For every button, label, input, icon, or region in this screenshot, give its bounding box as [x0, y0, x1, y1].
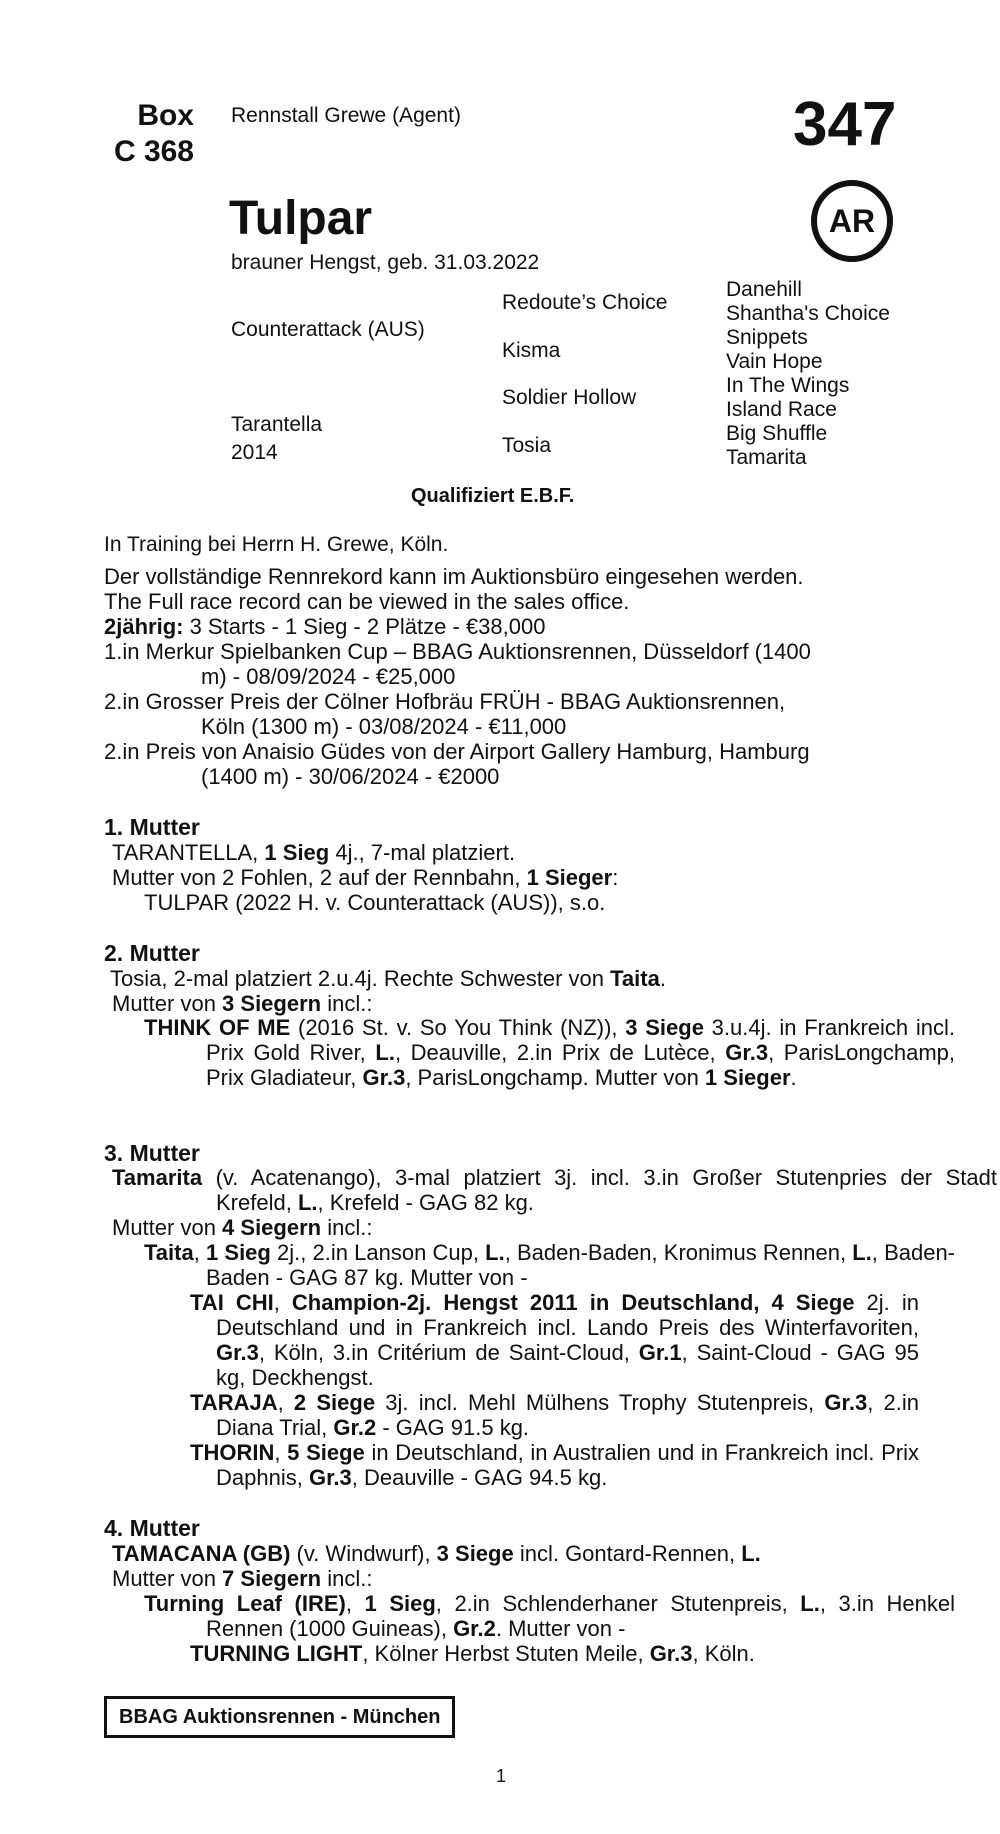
- box-label: [80, 98, 194, 170]
- dam1-line-1: [112, 840, 515, 865]
- dam3-thorin-entry: [190, 1440, 919, 1490]
- race-entry-line: m) - 08/09/2024 - €25,000: [201, 664, 456, 689]
- grade: L.: [485, 1240, 505, 1265]
- text: Mutter von: [112, 1566, 223, 1591]
- pedigree-grandparent: Soldier Hollow: [502, 386, 637, 409]
- produce-name: TURNING LIGHT: [190, 1641, 363, 1666]
- qualification: Qualifiziert E.B.F.: [411, 485, 575, 507]
- text: , Deauville - GAG 94.5 kg.: [351, 1465, 608, 1490]
- pedigree-ggp: Snippets: [726, 326, 808, 349]
- grade: Gr.3: [362, 1065, 406, 1090]
- text: .: [790, 1065, 797, 1090]
- horse-name: Tulpar: [229, 192, 373, 245]
- dam1-heading: 1. Mutter: [104, 814, 200, 840]
- race-entry: [104, 689, 914, 739]
- dam-name: TAMACANA (GB): [112, 1541, 291, 1566]
- text: ,: [273, 1290, 292, 1315]
- text: - GAG 91.5 kg.: [376, 1415, 530, 1440]
- text: , Kölner Herbst Stuten Meile,: [362, 1641, 650, 1666]
- text: incl.:: [321, 991, 373, 1016]
- wins: 3 Siege: [625, 1015, 704, 1040]
- dam3-heading: 3. Mutter: [104, 1140, 200, 1166]
- text: , 3.in Henkel Rennen (1000 Guineas),: [206, 1591, 955, 1641]
- text: , 2.in Diana Trial,: [216, 1390, 919, 1440]
- text: , Saint-Cloud - GAG 95 kg, Deckhengst.: [216, 1340, 919, 1390]
- dam3-taita-entry: [144, 1240, 955, 1290]
- grade: Gr.3: [649, 1641, 693, 1666]
- dam2-produce-entry: [144, 1015, 955, 1090]
- produce-name: Turning Leaf (IRE): [144, 1591, 346, 1616]
- dam2-line-1: [110, 966, 666, 991]
- grade: L.: [800, 1591, 820, 1616]
- training-note: In Training bei Herrn H. Grewe, Köln.: [104, 533, 449, 556]
- text: , Baden-Baden, Kronimus Rennen,: [504, 1240, 853, 1265]
- pedigree-ggp: Big Shuffle: [726, 422, 828, 445]
- winners: 3 Siegern: [222, 991, 322, 1016]
- text: , Köln, 3.in Critérium de Saint-Cloud,: [258, 1340, 639, 1365]
- achievement: Champion-2j. Hengst 2011 in Deutschland, 4 Siege: [291, 1290, 855, 1315]
- race-entry: [104, 639, 914, 689]
- winners: 4 Siegern: [222, 1215, 322, 1240]
- dam1-line-3: TULPAR (2022 H. v. Counterattack (AUS)), s.o.: [144, 890, 606, 915]
- pedigree-dam-year: 2014: [231, 441, 278, 464]
- race-entry-line: Köln (1300 m) - 03/08/2024 - €11,000: [201, 714, 567, 739]
- text: in Deutschland, in Australien und in Frankreich incl. Prix Daphnis,: [216, 1440, 919, 1490]
- produce-name: Taita: [144, 1240, 194, 1265]
- text: incl. Gontard-Rennen,: [513, 1541, 742, 1566]
- record-summary: [104, 614, 914, 639]
- dam4-line-1: [112, 1541, 761, 1566]
- dam-name: Tamarita: [112, 1165, 203, 1190]
- grade: Gr.1: [638, 1340, 682, 1365]
- text: , ParisLongchamp, Prix Gladiateur,: [206, 1040, 955, 1090]
- dam4-turningleaf-entry: [144, 1591, 955, 1641]
- text: incl.:: [321, 1215, 373, 1240]
- text: , 2.in Schlenderhaner Stutenpreis,: [435, 1591, 801, 1616]
- record-note-en: The Full race record can be viewed in the sales office.: [104, 589, 630, 614]
- text: , Köln.: [692, 1641, 755, 1666]
- record-summary-label: 2jährig:: [104, 614, 184, 639]
- text: . Mutter von -: [495, 1616, 626, 1641]
- text: , Krefeld - GAG 82 kg.: [317, 1190, 534, 1215]
- box-line-1: Box: [137, 99, 194, 132]
- record-summary-text: 3 Starts - 1 Sieg - 2 Plätze - €38,000: [183, 614, 546, 639]
- pedigree-ggp: Danehill: [726, 278, 802, 301]
- pedigree-grandparent: Redoute’s Choice: [502, 291, 668, 314]
- box-line-2: C 368: [113, 135, 194, 168]
- text: (v. Acatenango), 3-mal platziert 3j. incl. 3.in Großer Stutenpries der Stadt Krefeld,: [202, 1165, 997, 1215]
- page-number: 1: [496, 1766, 507, 1786]
- wins: 3 Siege: [436, 1541, 514, 1566]
- produce-name: TAI CHI: [190, 1290, 274, 1315]
- dam2-heading: 2. Mutter: [104, 940, 200, 966]
- pedigree-grandparent: Tosia: [502, 434, 552, 457]
- text: , Baden-Baden - GAG 87 kg. Mutter von -: [206, 1240, 956, 1290]
- consignor: Rennstall Grewe (Agent): [231, 104, 461, 127]
- dam4-line-2: [112, 1566, 372, 1591]
- record-note-de: Der vollständige Rennrekord kann im Auktionsbüro eingesehen werden.: [104, 564, 804, 589]
- text: ,: [277, 1390, 294, 1415]
- text: ,: [345, 1591, 365, 1616]
- wins: 5 Siege: [287, 1440, 365, 1465]
- lot-number: 347: [793, 90, 897, 159]
- pedigree-dam: Tarantella: [231, 413, 323, 436]
- wins: 2 Siege: [293, 1390, 376, 1415]
- text: .: [659, 966, 666, 991]
- grade: Gr.3: [216, 1340, 259, 1365]
- pedigree-ggp: Tamarita: [726, 446, 807, 469]
- text: 3j. incl. Mehl Mülhens Trophy Stutenpreis,: [375, 1390, 825, 1415]
- dam4-heading: 4. Mutter: [104, 1515, 200, 1541]
- winners: 7 Siegern: [222, 1566, 322, 1591]
- wins: 1 Sieg: [364, 1591, 436, 1616]
- text: Mutter von: [112, 991, 223, 1016]
- grade: L.: [297, 1190, 318, 1215]
- winners: 1 Sieger: [704, 1065, 791, 1090]
- pedigree-great-grandparents: [726, 278, 890, 470]
- text: 4j., 7-mal platziert.: [329, 840, 516, 865]
- text: 2j. in Deutschland und in Frankreich incl. Lando Preis des Winterfavoriten,: [216, 1290, 919, 1340]
- grade: L.: [852, 1240, 872, 1265]
- text: 2j., 2.in Lanson Cup,: [270, 1240, 486, 1265]
- wins: 1 Sieg: [206, 1240, 271, 1265]
- grade: L.: [741, 1541, 761, 1566]
- winners: 1 Sieger: [526, 865, 613, 890]
- dam3-tamarita-entry: [112, 1165, 997, 1215]
- text: (v. Windwurf),: [290, 1541, 437, 1566]
- sibling-name: Taita: [610, 966, 660, 991]
- produce-name: THINK OF ME: [144, 1015, 291, 1040]
- grade: Gr.2: [453, 1616, 496, 1641]
- race-entry-line: 1.in Merkur Spielbanken Cup – BBAG Auktionsrennen, Düsseldorf (1400: [104, 639, 811, 664]
- pedigree-grandparent: Kisma: [502, 339, 561, 362]
- pedigree-ggp: In The Wings: [726, 374, 850, 397]
- dam3-taraja-entry: [190, 1390, 919, 1440]
- text: 3.u.4j. in Frankreich incl. Prix Gold River,: [206, 1015, 955, 1065]
- text: Tosia, 2-mal platziert 2.u.4j. Rechte Schwester von: [110, 966, 611, 991]
- wins: 1 Sieg: [264, 840, 330, 865]
- dam3-line-2: [112, 1215, 372, 1240]
- text: incl.:: [321, 1566, 373, 1591]
- dam4-turninglight-entry: [190, 1641, 755, 1666]
- ar-badge: AR: [811, 180, 893, 262]
- pedigree-sire: Counterattack (AUS): [231, 318, 425, 341]
- text: :: [612, 865, 619, 890]
- text: (2016 St. v. So You Think (NZ)),: [290, 1015, 626, 1040]
- race-record: [104, 564, 914, 789]
- text: TARANTELLA,: [112, 840, 265, 865]
- text: ,: [193, 1240, 206, 1265]
- text: Mutter von 2 Fohlen, 2 auf der Rennbahn,: [112, 865, 527, 890]
- race-entry-line: (1400 m) - 30/06/2024 - €2000: [201, 764, 500, 789]
- pedigree-ggp: Island Race: [726, 398, 837, 421]
- produce-name: TARAJA: [190, 1390, 278, 1415]
- text: , ParisLongchamp. Mutter von: [405, 1065, 705, 1090]
- race-entry-line: 2.in Preis von Anaisio Güdes von der Airport Gallery Hamburg, Hamburg: [104, 739, 810, 764]
- grade: Gr.3: [824, 1390, 868, 1415]
- grade: Gr.2: [333, 1415, 377, 1440]
- text: Mutter von: [112, 1215, 223, 1240]
- grade: Gr.3: [308, 1465, 352, 1490]
- pedigree-ggp: Vain Hope: [726, 350, 823, 373]
- race-entry-line: 2.in Grosser Preis der Cölner Hofbräu FRÜH - BBAG Auktionsrennen,: [104, 689, 786, 714]
- pedigree-ggp: Shantha's Choice: [726, 302, 890, 325]
- text: ,: [274, 1440, 288, 1465]
- text: , Deauville, 2.in Prix de Lutèce,: [394, 1040, 726, 1065]
- dam3-taichi-entry: [190, 1290, 919, 1390]
- dam1-line-2: [112, 865, 618, 890]
- grade: L.: [375, 1040, 395, 1065]
- dam2-line-2: [112, 991, 372, 1016]
- produce-name: THORIN: [190, 1440, 275, 1465]
- horse-description: brauner Hengst, geb. 31.03.2022: [231, 251, 540, 274]
- grade: Gr.3: [725, 1040, 769, 1065]
- sale-label: BBAG Auktionsrennen - München: [104, 1696, 455, 1738]
- race-entry: [104, 739, 914, 789]
